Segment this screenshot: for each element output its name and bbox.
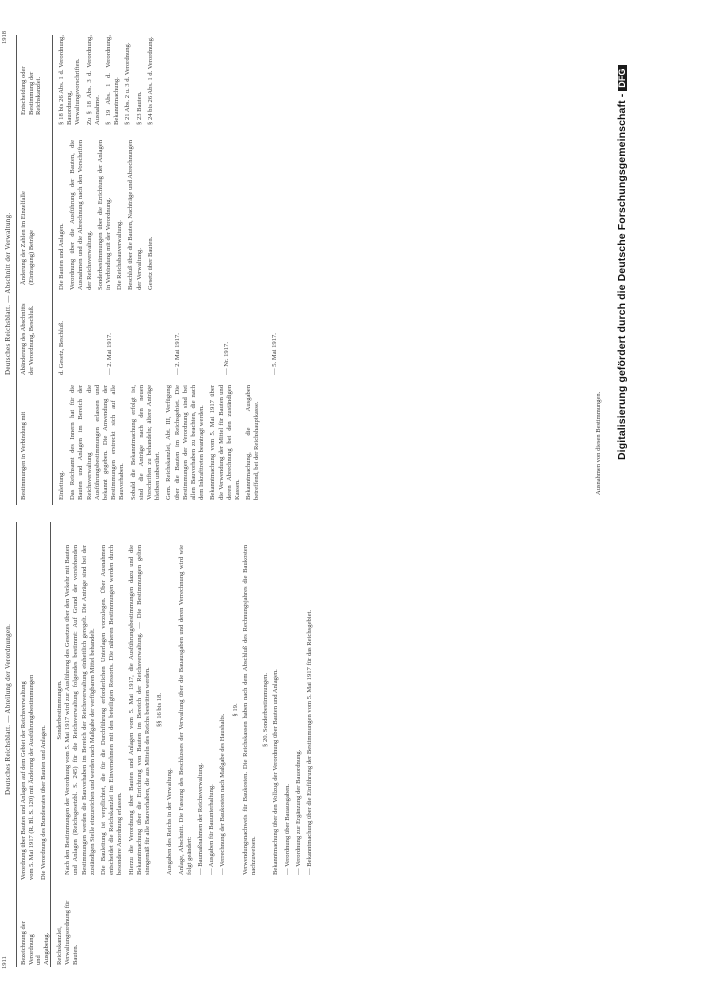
right-col-2 (58, 305, 282, 375)
right-text: Gesetz über Bauten. (146, 236, 154, 290)
right-text: d. Gesetz, Beschluß. (58, 320, 65, 375)
right-header-bottom-rule (52, 35, 53, 505)
left-section-2-text: Ausgaben des Reichs in der Verwaltung. (166, 768, 174, 875)
right-text: Bekanntmachung, die Ausgaben betreffend, bei der Reichshauptkasse. (245, 385, 261, 500)
left-list-item: — Ausgaben für Bauunterhaltung. (208, 784, 216, 875)
page-number-right: 1918 (1, 31, 8, 44)
right-header-col1: Bestimmungen in Verbindung mit (20, 411, 27, 500)
left-paragraph-2: Die Bauleitung ist verpflichtet, die für die Durchführung erforderlichen Unterlagen vorzulegen. Über Ausnahmen entscheidet die Reichskanzlei im Einvernehmen mit den beteiligten Ressorts. Die näheren Bestimmungen werden durch besondere Anordnung erlassen. (100, 545, 124, 875)
left-paragraph-1: Nach den Bestimmungen der Verordnung vom 5. Mai 1917 wird zur Ausführung des Gesetzes über den Verkehr mit Bauten und Anlagen (Reichsgesetzbl. S. 245) für die Reichsverwaltung folgendes bestimmt: Auf Grund der vorstehenden Bestimmungen werden die Bauvorhaben im Bereich der Reichsverwaltung einheitlich geregelt. Die Anträge sind bei der zuständigen Stelle einzureichen und werden nach Maßgabe der verfügbaren Mittel behandelt. (64, 545, 96, 875)
right-half-title: Deutsches Reichsblatt. — Abschnitt der Verwaltung. (4, 212, 12, 375)
left-paragraph-4: Anlage, Abschnitt. Die Fassung des Beschlusses der Verwaltung über die Bauausgaben und deren Verrechnung wird wie folgt geändert: (177, 545, 193, 875)
right-text: Die Bauten und Anlagen. (58, 223, 65, 290)
right-header-col2: Abänderung des Abschnitts der Verordnung, Beschluß. (20, 303, 35, 375)
right-header-col3: Änderung der Zahlen im Einzelfalle (Eintragung) Beträge (20, 191, 35, 285)
right-text: — 2. Mai 1917. (174, 333, 182, 375)
right-text: Verordnung über die Ausführung der Bauten, die Ausnahmen und die Abrechnung nach den Vorschriften der Reichsverwaltung. (69, 140, 93, 290)
right-text: § 19 Abs. 1 d. Verordnung, Bekanntmachung. (105, 35, 121, 125)
right-col-1 (58, 385, 265, 500)
left-list-item: — Verrechnung der Baukosten nach Maßgabe des Haushalts. (219, 713, 227, 875)
right-text: § 24 bis 26 Abs. 1 d. Verordnung. (146, 36, 154, 125)
dfg-watermark-text: Digitalisierung gefördert durch die Deutsche Forschungsgemeinschaft - (616, 93, 628, 460)
right-header-top-rule (16, 35, 17, 505)
left-header-col3: Die Verordnung des Bundesrates über Bauten und Anlagen. (40, 725, 47, 880)
dfg-watermark (618, 65, 627, 460)
left-tail-item: — Verordnung zur Ergänzung der Bauordnung. (294, 749, 302, 875)
right-text: Bekanntmachung vom 5. Mai 1917 über die Verwendung der Mittel für Bauten und deren Abrechnung bei den zuständigen Kassen. (209, 385, 242, 500)
right-text: Die Reichsbauverwaltung. (116, 220, 124, 290)
right-text: Zu § 18 Abs. 3 d. Verordnung, Ausnahme. (85, 35, 101, 125)
left-tail-item: — Bekanntmachung über die Einführung der Bestimmungen vom 5. Mai 1917 für das Reichsgebiet. (306, 610, 314, 875)
left-half-title: Deutsches Reichsblatt. — Abteilung der Verordnungen. (4, 623, 12, 795)
section-heading-2: §§ 16 bis 18. (156, 692, 164, 728)
right-col-3 (58, 140, 158, 290)
right-intro-heading: Einleitung. (58, 470, 65, 500)
left-header-top-rule (16, 522, 17, 967)
left-paragraph-3: Hierzu die Verordnung über Bauten und Anlagen vom 5. Mai 1917, die Ausführungsbestimmungen dazu und die Bekanntmachung über die Errichtung von Bauten im Bereich der Reichsverwaltung. — Die Bestimmungen gelten sinngemäß für alle Bauvorhaben, die aus Mitteln des Reichs bestritten werden. (127, 545, 152, 875)
section-heading-4: § 20. Sonderbestimmungen. (262, 673, 270, 747)
section-heading-3: § 19. (231, 703, 239, 717)
right-text: Sonderbestimmungen über die Errichtung der Anlagen in Verbindung mit der Verordnung. (96, 140, 113, 290)
right-text: Sobald die Bekanntmachung erfolgt ist, sind die Anträge nach den neuen Vorschriften zu behandeln; ältere Anträge bleiben unberührt. (129, 385, 162, 500)
section-heading-1: Sonderbestimmungen. (56, 680, 63, 740)
left-body (56, 545, 317, 875)
page-number-left: 1911 (1, 956, 8, 969)
right-header-col4: Entscheidung oder Bestimmung der Reichskanzlei. (20, 66, 42, 115)
right-text: § 18 bis 26 Abs. 1 d. Verordnung, Bauordnung, Verwaltungsvorschriften. (58, 35, 82, 125)
left-header-col1: Bezeichnung der Verordnung und Ausgabetag. (20, 921, 50, 965)
right-text: — 5. Mai 1917. (270, 333, 278, 375)
left-tail-item: — Verordnung über Bauausgaben. (283, 783, 291, 875)
left-paragraph-6: Bekanntmachung über den Vollzug der Verordnung über Bauten und Anlagen. (272, 669, 280, 875)
right-text: § 21 Abs. 2 u. 3 d. Verordnung. (124, 42, 132, 125)
left-list-item: — Baumaßnahmen der Reichsverwaltung. (197, 762, 205, 875)
right-text: Gem. Reichskanzlei, Abt. III, Verfügung über die Bauten im Reichsgebiet. Die Bestimmungen der Verordnung sind bei allen Bauvorhaben zu beachten, die nach dem Inkrafttreten beantragt werden. (165, 385, 206, 500)
right-text: — 2. Mai 1917. (106, 333, 114, 375)
dfg-badge: DFG (618, 65, 627, 90)
rotated-sheet (0, 25, 630, 975)
left-header-bottom-rule (50, 522, 51, 967)
right-text: — Nr. 1917. (222, 342, 230, 375)
left-paragraph-5: Verwendungsnachweis für Baukosten. Die Reichskassen haben nach dem Abschluß des Rechnungsjahres die Baukosten nachzuweisen. (241, 545, 258, 875)
left-header-col2: Verordnung über Bauten und Anlagen auf dem Gebiet der Reichsverwaltung vom 5. Mai 1917 (R. Bl. S. 120) mit Änderung der Ausführungsbestimmungen (20, 674, 35, 880)
right-text: Das Reichsamt des Innern hat für die Bauten und Anlagen im Bereich der Reichsverwaltung die Ausführungsbestimmungen erlassen und bekannt gegeben. Die Anwendung der Bestimmungen erstreckt sich auf alle Bauvorhaben. (69, 385, 126, 500)
right-col-4 (58, 35, 158, 125)
right-footnote: Ausnahmen von diesen Bestimmungen. (595, 391, 602, 495)
right-text: § 23 Bauten. (135, 91, 143, 125)
right-text: Beschluß über die Bauten, Nachträge und Abrechnungen der Verwaltung. (127, 140, 143, 290)
left-lead: Reichskanzlei, Verwaltungsordnung für Bauten. (56, 900, 80, 965)
